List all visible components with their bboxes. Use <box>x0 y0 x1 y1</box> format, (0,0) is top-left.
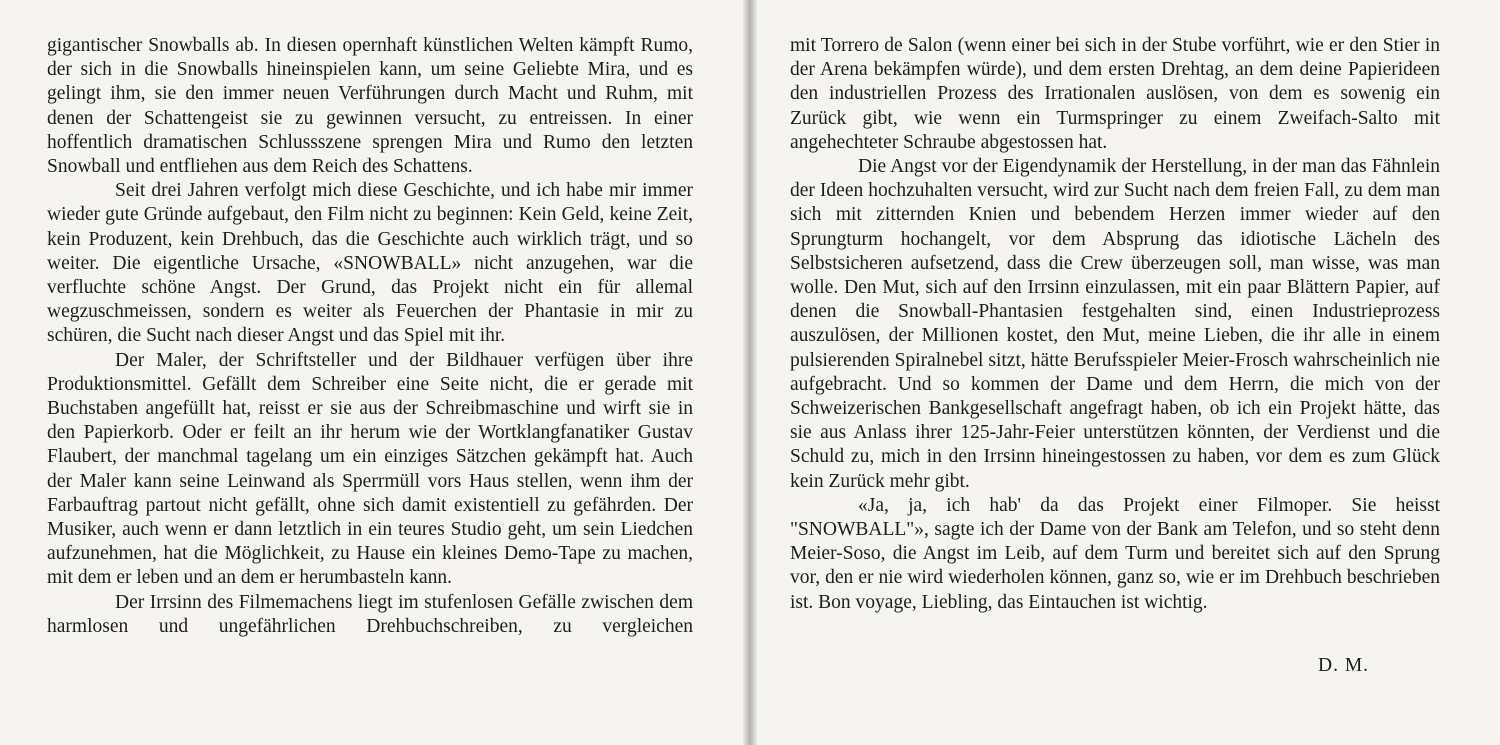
left-paragraph-3: Der Maler, der Schriftsteller und der Bildhauer verfügen über ihre Produktionsmittel. Gefällt dem Schreiber eine Seite nicht, die er gerade mit Buchstaben angefüllt hat, reisst er sie aus der Schreibmaschine und wirft sie in den Papierkorb. Oder er feilt an ihr herum wie der Wortklangfanatiker Gustav Flaubert, der manchmal tagelang um ein einziges Sätzchen gekämpft hat. Auch der Maler kann seine Leinwand als Sperrmüll vors Haus stellen, wenn ihm der Farbauftrag partout nicht gefällt, ohne sich damit existentiell zu gefährden. Der Musiker, auch wenn er dann letztlich in ein teures Studio geht, um sein Liedchen aufzunehmen, hat die Möglichkeit, zu Hause ein kleines Demo-Tape zu machen, mit dem er leben und an dem er herumbasteln kann. <box>47 349 693 589</box>
right-page <box>790 34 1440 615</box>
left-page <box>47 34 693 639</box>
author-signature: D. M. <box>1318 655 1370 676</box>
right-paragraph-2: Die Angst vor der Eigendynamik der Herstellung, in der man das Fähnlein der Ideen hochzuhalten versucht, wird zur Sucht nach dem freien Fall, zu dem man sich mit zitternden Knien und bebendem Herzen immer wieder auf den Sprungturm hochangelt, vor dem Absprung das idiotische Lächeln des Selbstsicheren aufsetzend, dass die Crew überzeugen soll, man wisse, was man wolle. Den Mut, sich auf den Irrsinn einzulassen, mit ein paar Blättern Papier, auf denen die Snowball-Phantasien festgehalten sind, einen Industrieprozess auszulösen, der Millionen kostet, den Mut, meine Lieben, die ihr alle in einem pulsierenden Spiralnebel sitzt, hätte Berufsspieler Meier-Frosch wahrscheinlich nie aufgebracht. Und so kommen der Dame und dem Herrn, die mich von der Schweizerischen Bankgesellschaft angefragt haben, ob ich ein Projekt hätte, das sie aus Anlass ihrer 125-Jahr-Feier unterstützen könnten, der Verdienst und die Schuld zu, mich in den Irrsinn hineingestossen zu haben, vor dem es zum Glück kein Zurück mehr gibt. <box>790 156 1440 492</box>
left-paragraph-4: Der Irrsinn des Filmemachens liegt im stufenlosen Gefälle zwischen dem harmlosen und ungefährlichen Drehbuchschreiben, zu vergleichen <box>47 591 693 637</box>
right-paragraph-1: mit Torrero de Salon (wenn einer bei sich in der Stube vorführt, wie er den Stier in der Arena bekämpfen würde), und dem ersten Drehtag, an dem deine Papierideen den industriellen Prozess des Irrationalen auslösen, von dem es sowenig ein Zurück gibt, wie wenn ein Turmspringer zu einem Zweifach-Salto mit angehechteter Schraube abgestossen hat. <box>790 35 1440 153</box>
right-paragraph-3: «Ja, ja, ich hab' da das Projekt einer Filmoper. Sie heisst "SNOWBALL"», sagte ich der Dame von der Bank am Telefon, und so steht denn Meier-Soso, die Angst im Leib, auf dem Turm und bereitet sich auf den Sprung vor, den er nie wird wiederholen können, ganz so, wie er im Drehbuch beschrieben ist. Bon voyage, Liebling, das Eintauchen ist wichtig. <box>790 494 1440 613</box>
book-gutter <box>743 0 757 745</box>
left-paragraph-1: gigantischer Snowballs ab. In diesen opernhaft künstlichen Welten kämpft Rumo, der sich in die Snowballs hineinspielen kann, um seine Geliebte Mira, und es gelingt ihm, sie den immer neuen Verführungen durch Macht und Ruhm, mit denen der Schattengeist sie zu gewinnen versucht, zu entreissen. In einer hoffentlich dramatischen Schlussszene sprengen Mira und Rumo den letzten Snowball und entfliehen aus dem Reich des Schattens. <box>47 35 693 178</box>
left-paragraph-2: Seit drei Jahren verfolgt mich diese Geschichte, und ich habe mir immer wieder gute Gründe aufgebaut, den Film nicht zu beginnen: Kein Geld, keine Zeit, kein Produzent, kein Drehbuch, das die Geschichte auch wirklich trägt, und so weiter. Die eigentliche Ursache, «SNOWBALL» nicht anzugehen, war die verfluchte schöne Angst. Der Grund, das Projekt nicht ein für allemal wegzuschmeissen, sondern es weiter als Feuerchen der Phantasie in mir zu schüren, die Sucht nach dieser Angst und das Spiel mit ihr. <box>47 180 693 347</box>
